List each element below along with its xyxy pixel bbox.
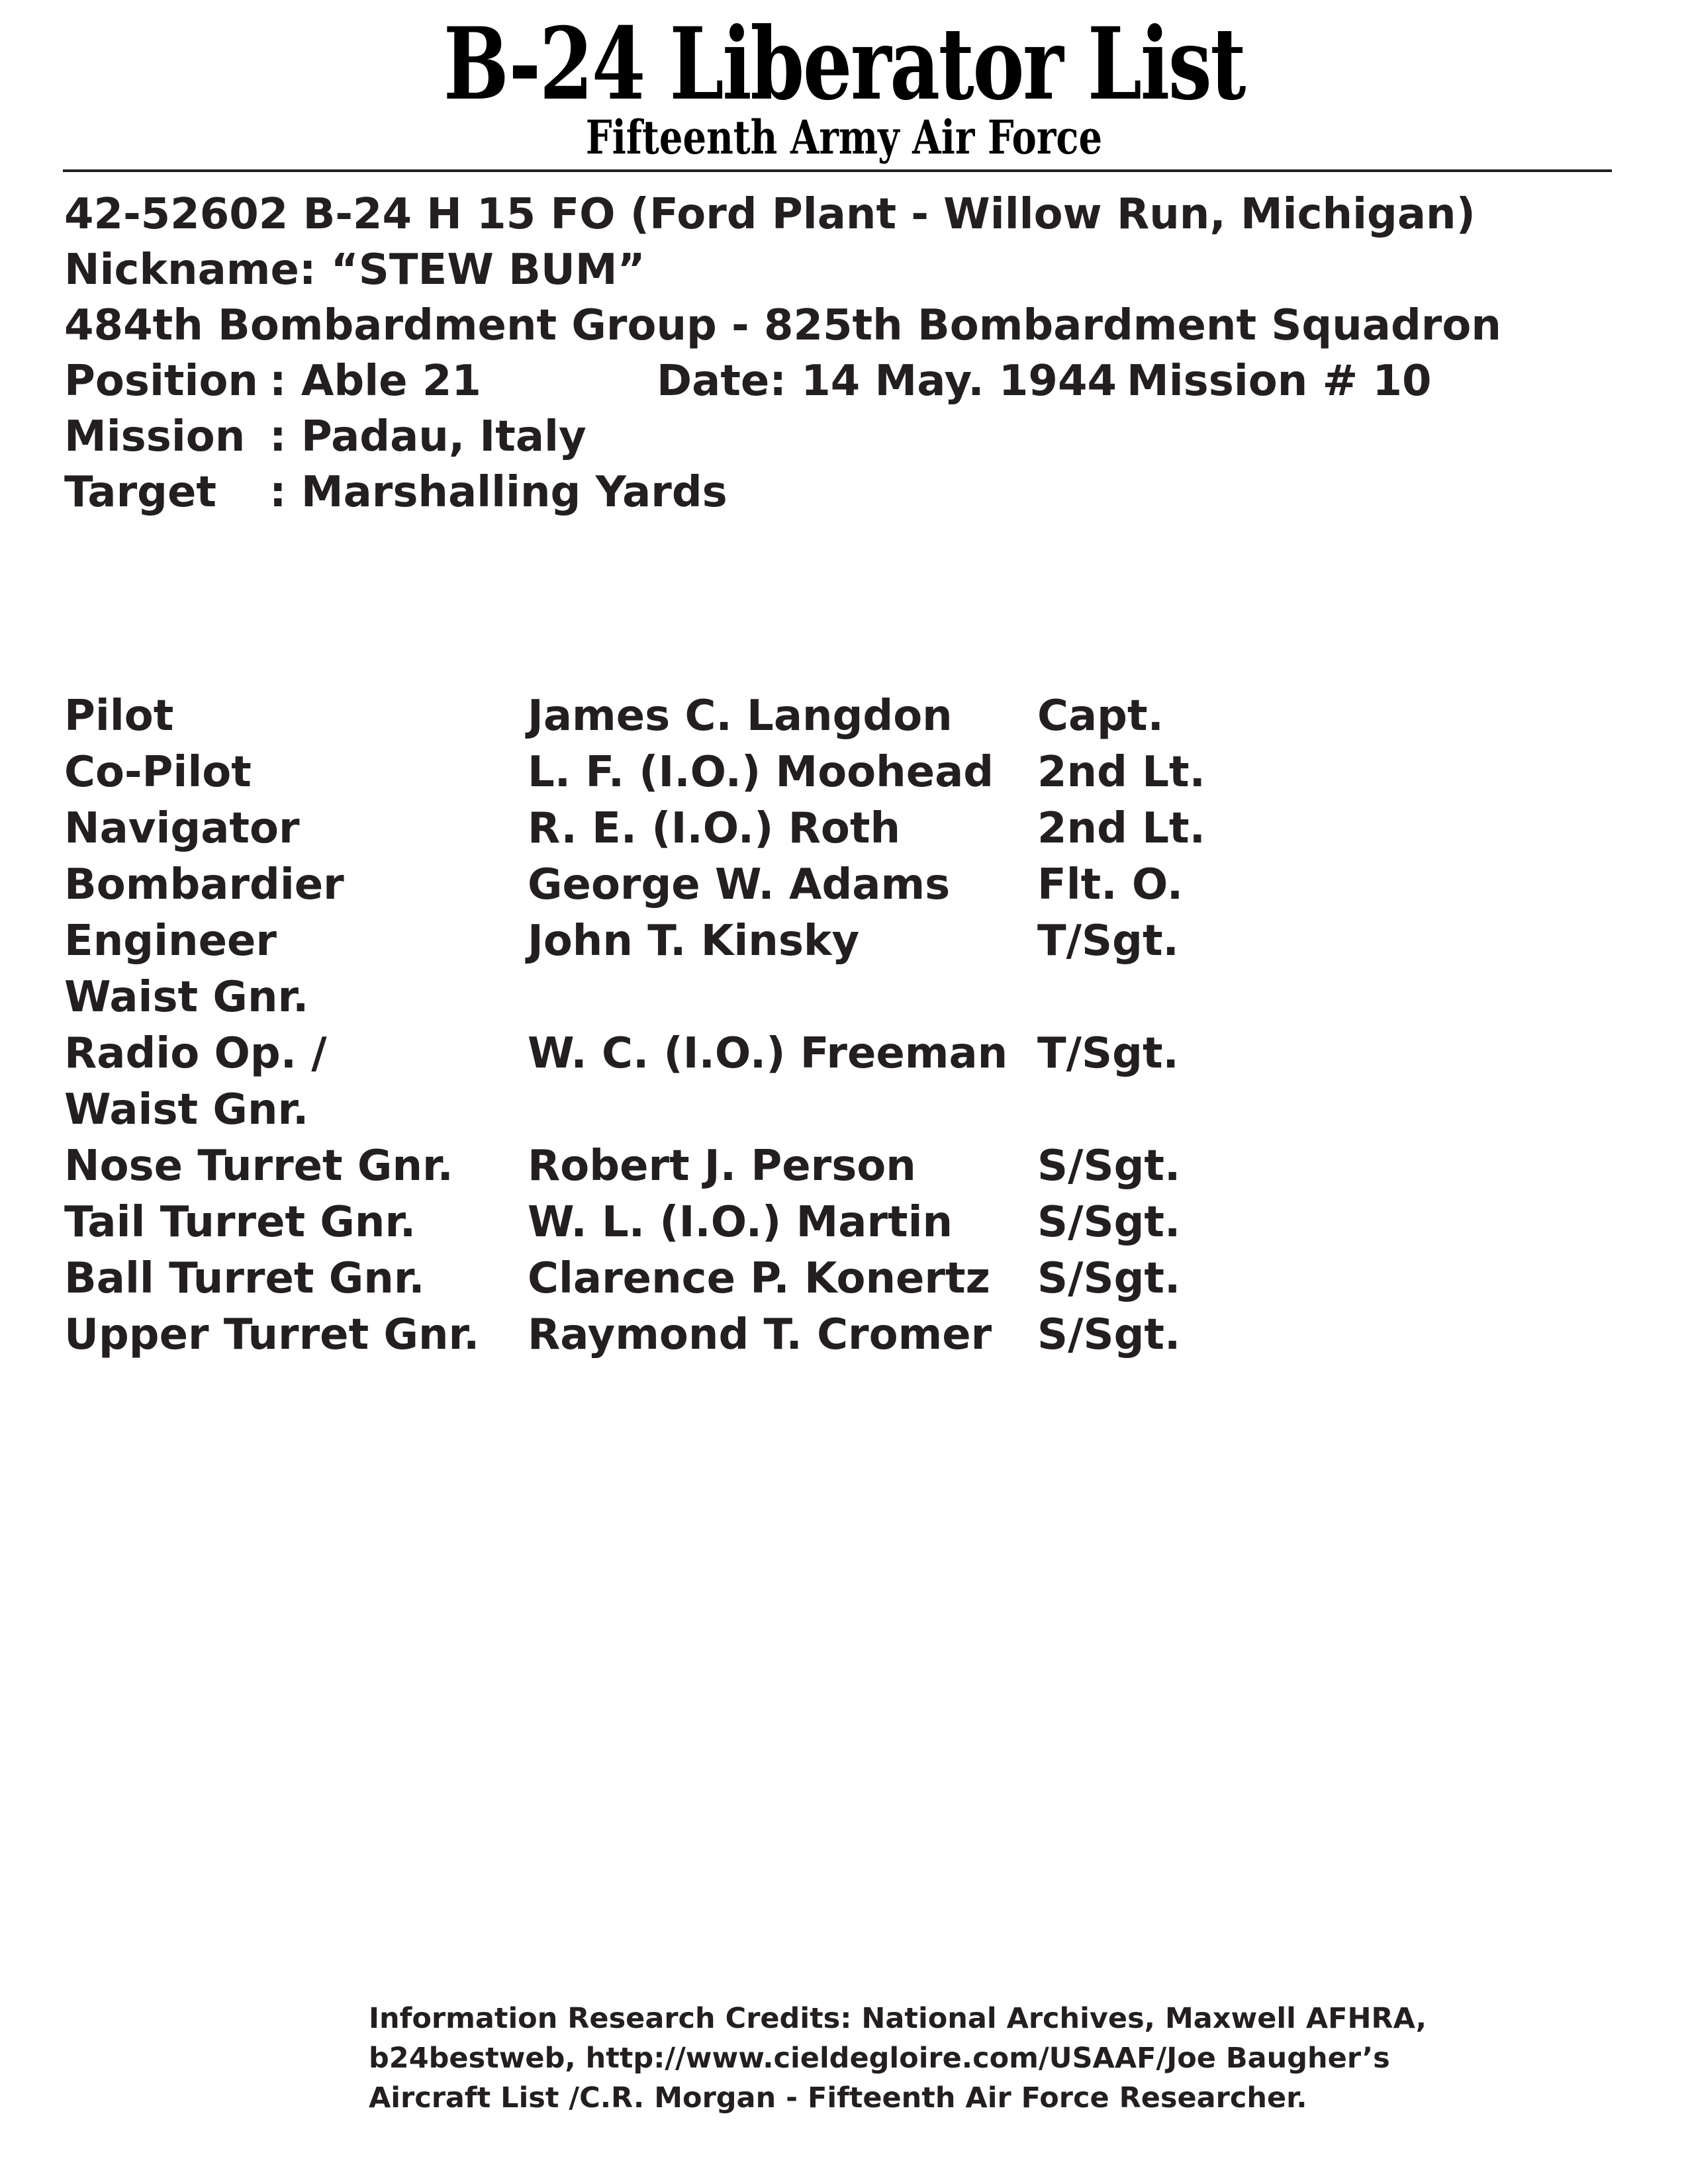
crew-row [64, 1195, 1587, 1251]
page-subtitle: Fifteenth Army Air Force [585, 110, 1103, 165]
crew-role: Engineer [64, 917, 277, 966]
mission-value: : Padau, Italy [269, 412, 586, 461]
position-label: Position [64, 357, 258, 406]
crew-name: L. F. (I.O.) Moohead [528, 748, 994, 797]
header-divider [63, 169, 1612, 172]
crew-role: Co-Pilot [64, 748, 252, 797]
crew-role: Tail Turret Gnr. [64, 1198, 416, 1247]
crew-row [64, 1251, 1587, 1307]
crew-name: W. L. (I.O.) Martin [528, 1198, 953, 1247]
crew-name: Raymond T. Cromer [528, 1310, 992, 1359]
crew-list [64, 688, 1587, 1363]
crew-rank: Capt. [1037, 692, 1164, 741]
crew-role: Waist Gnr. [64, 973, 309, 1022]
crew-role: Upper Turret Gnr. [64, 1310, 480, 1359]
crew-role: Waist Gnr. [64, 1085, 309, 1134]
crew-row [64, 970, 1587, 1026]
credits-line: Aircraft List /C.R. Morgan - Fifteenth Air Force Researcher. [369, 2081, 1307, 2115]
crew-role: Bombardier [64, 860, 344, 909]
unit-line: 484th Bombardment Group - 825th Bombardment Squadron [64, 301, 1501, 350]
crew-name: Clarence P. Konertz [528, 1254, 990, 1303]
credits-line: b24bestweb, http://www.cieldegloire.com/USAAF/Joe Baugher’s [369, 2042, 1390, 2075]
crew-name: James C. Langdon [528, 692, 953, 741]
position-value: : Able 21 [269, 357, 481, 406]
crew-row [64, 688, 1587, 745]
crew-role: Radio Op. / [64, 1029, 327, 1078]
crew-role: Navigator [64, 804, 300, 853]
crew-rank: T/Sgt. [1037, 1029, 1179, 1078]
mission-label: Mission [64, 412, 246, 461]
serial-line: 42-52602 B-24 H 15 FO (Ford Plant - Willow Run, Michigan) [64, 190, 1476, 239]
crew-rank: S/Sgt. [1037, 1198, 1181, 1247]
crew-rank: 2nd Lt. [1037, 748, 1205, 797]
crew-row [64, 857, 1587, 913]
crew-name: W. C. (I.O.) Freeman [528, 1029, 1008, 1078]
crew-role: Pilot [64, 692, 174, 741]
nickname-line: Nickname: “STEW BUM” [64, 246, 645, 295]
crew-rank: S/Sgt. [1037, 1142, 1181, 1191]
crew-rank: Flt. O. [1037, 860, 1184, 909]
crew-row [64, 913, 1587, 970]
target-label: Target [64, 468, 216, 517]
crew-row [64, 1026, 1587, 1082]
crew-row [64, 1307, 1587, 1363]
crew-name: John T. Kinsky [528, 917, 860, 966]
crew-rank: 2nd Lt. [1037, 804, 1205, 853]
mission-number: Mission # 10 [1127, 357, 1432, 406]
target-row [64, 465, 1587, 520]
crew-rank: S/Sgt. [1037, 1310, 1181, 1359]
research-credits [369, 1999, 1494, 2118]
target-value: : Marshalling Yards [269, 468, 727, 517]
crew-row [64, 1082, 1587, 1138]
mission-row [64, 409, 1587, 465]
crew-rank: S/Sgt. [1037, 1254, 1181, 1303]
crew-rank: T/Sgt. [1037, 917, 1179, 966]
crew-row [64, 1138, 1587, 1195]
date-text: Date: 14 May. 1944 [657, 357, 1117, 406]
crew-role: Ball Turret Gnr. [64, 1254, 425, 1303]
crew-name: Robert J. Person [528, 1142, 916, 1191]
crew-row [64, 801, 1587, 857]
crew-name: George W. Adams [528, 860, 951, 909]
page-title: B-24 Liberator List [443, 6, 1245, 122]
crew-name: R. E. (I.O.) Roth [528, 804, 900, 853]
crew-role: Nose Turret Gnr. [64, 1142, 453, 1191]
crew-row [64, 745, 1587, 801]
credits-line: Information Research Credits: National Archives, Maxwell AFHRA, [369, 2002, 1427, 2035]
position-row [64, 353, 1587, 409]
